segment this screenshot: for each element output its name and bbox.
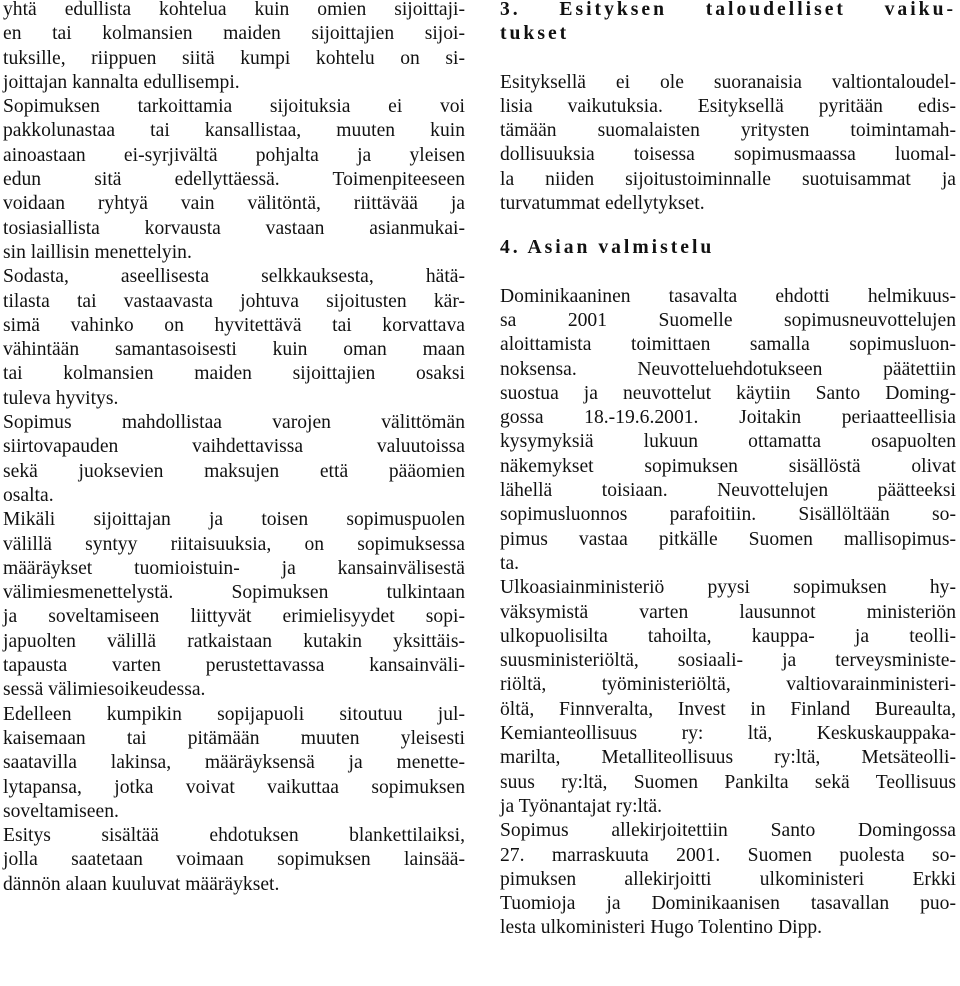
text-line: lesta ulkoministeri Hugo Tolentino Dipp. (500, 917, 823, 939)
text-line: edun sitä edellyttäessä. Toimenpiteeseen (3, 169, 465, 191)
text-line: joittajan kannalta edullisempi. (3, 71, 240, 93)
paragraph-statements (500, 576, 956, 819)
text-line: marilta, Metalliteollisuus ry:ltä, Metsäteolli- (500, 747, 956, 769)
text-line: Sopimus allekirjoitettiin Santo Domingossa (500, 820, 956, 842)
text-line: näkemykset sopimuksen sisällöstä olivat (500, 455, 956, 477)
text-line: ulkopuolisilta tahoilta, kauppa- ja teolli- (500, 625, 956, 647)
text-line: tapausta varten perustettavassa kansainväli- (3, 655, 465, 677)
paragraph-national-treatment (3, 0, 465, 95)
right-column (500, 0, 956, 941)
paragraph-publication (3, 703, 465, 824)
text-line: sessä välimiesoikeudessa. (3, 679, 206, 701)
text-line: Kemianteollisuus ry: ltä, Keskuskauppaka- (500, 723, 956, 745)
text-line: tilasta tai vastaavasta johtuva sijoitusten kär- (3, 290, 465, 312)
text-line: sekä juoksevien maksujen että pääomien (3, 460, 465, 482)
text-line: Edelleen kumpikin sopijapuoli sitoutuu jul- (3, 703, 465, 725)
text-line: Sopimuksen tarkoittamia sijoituksia ei voi (3, 96, 465, 118)
paragraph-expropriation (3, 95, 465, 265)
text-line: Tuomioja ja Dominikaanisen tasavallan puo- (500, 893, 956, 915)
paragraph-war-damage (3, 265, 465, 411)
text-line: gossa 18.-19.6.2001. Joitakin periaatteellisia (500, 407, 956, 429)
text-line: tai kolmansien maiden sijoittajien osaksi (3, 363, 465, 385)
text-line: kysymyksiä lukuun ottamatta osapuolten (500, 431, 956, 453)
section-3-heading (500, 0, 956, 47)
text-line: voidaan ryhtyä vain välitöntä, riittävää ja (3, 193, 465, 215)
text-line: ja soveltamiseen liittyvät erimielisyydet sopi- (3, 606, 465, 628)
spacer (500, 216, 956, 236)
text-line: sopimusluonnos parafoitiin. Sisällöltään so- (500, 504, 956, 526)
text-line: pakkolunastaa tai kansallistaa, muuten kuin (3, 120, 465, 142)
text-line: tämään suomalaisten yritysten toimintamah- (500, 120, 956, 142)
text-line: väksymistä varten lausunnot ministeriön (500, 601, 956, 623)
text-line: Dominikaaninen tasavalta ehdotti helmikuus- (500, 285, 956, 307)
spacer (500, 261, 956, 285)
text-line: Mikäli sijoittajan ja toisen sopimuspuolen (3, 509, 465, 531)
text-line: Esitys sisältää ehdotuksen blankettilaiksi, (3, 825, 465, 847)
text-line: osalta. (3, 484, 54, 506)
text-line: pimus vastaa pitkälle Suomen mallisopimus- (500, 528, 956, 550)
text-line: ainoastaan ei-syrjivältä pohjalta ja yleisen (3, 144, 465, 166)
left-column (3, 0, 465, 897)
paragraph-transfers (3, 411, 465, 508)
text-line: lisia vaikutuksia. Esityksellä pyritään edis- (500, 95, 956, 117)
text-line: ta. (500, 552, 520, 574)
text-line: noksensa. Neuvotteluehdotukseen päätettiin (500, 358, 956, 380)
text-line: dännön alaan kuuluvat määräykset. (3, 873, 280, 895)
text-line: siirtovapauden vaihdettavissa valuutoissa (3, 436, 465, 458)
text-line: turvatummat edellytykset. (500, 193, 705, 215)
text-line: välimiesmenettelystä. Sopimuksen tulkintaan (3, 582, 465, 604)
paragraph-blanket-law (3, 824, 465, 897)
text-line: vähintään samantasoisesti kuin oman maan (3, 339, 465, 361)
text-line: tuksille, riippuen siitä kumpi kohtelu on si- (3, 47, 465, 69)
paragraph-signing (500, 819, 956, 940)
text-line: jolla saatetaan voimaan sopimuksen lainsää- (3, 849, 465, 871)
section-heading-line: 3. Esityksen taloudelliset vaiku- (500, 0, 956, 20)
text-line: Sodasta, aseellisesta selkkauksesta, hätä- (3, 266, 465, 288)
text-line: tosiasiallista korvausta vastaan asianmukai- (3, 217, 465, 239)
text-line: lytapansa, jotka voivat vaikuttaa sopimuksen (3, 776, 465, 798)
text-line: suus ry:ltä, Suomen Pankilta sekä Teollisuus (500, 771, 956, 793)
text-line: sa 2001 Suomelle sopimusneuvottelujen (500, 309, 956, 331)
text-line: Esityksellä ei ole suoranaisia valtiontaloudel- (500, 71, 956, 93)
text-line: kaisemaan tai pitämään muuten yleisesti (3, 727, 465, 749)
text-line: suostua ja neuvottelut käytiin Santo Doming- (500, 382, 956, 404)
text-line: yhtä edullista kohtelua kuin omien sijoittaji- (3, 0, 465, 20)
section-heading-line: 4. Asian valmistelu (500, 237, 715, 259)
text-line: riöltä, työministeriöltä, valtiovarainministeri- (500, 674, 956, 696)
text-line: japuolten välillä ratkaistaan kutakin yksittäis- (3, 630, 465, 652)
text-line: aloittamista toimittaen samalla sopimusluon- (500, 334, 956, 356)
spacer (500, 47, 956, 71)
text-line: simä vahinko on hyvitettävä tai korvattava (3, 314, 465, 336)
text-line: ja Työnantajat ry:ltä. (500, 795, 663, 817)
text-line: dollisuuksia toisessa sopimusmaassa luomal- (500, 144, 956, 166)
text-line: Ulkoasiainministeriö pyysi sopimuksen hy- (500, 577, 956, 599)
text-line: öltä, Finnveralta, Invest in Finland Bureaulta, (500, 698, 956, 720)
text-line: lähellä toisiaan. Neuvottelujen päätteeksi (500, 480, 956, 502)
text-line: määräykset tuomioistuin- ja kansainvälisestä (3, 557, 465, 579)
text-line: soveltamiseen. (3, 800, 119, 822)
text-line: tuleva hyvitys. (3, 387, 119, 409)
paragraph-economic-effects (500, 71, 956, 217)
section-4-heading (500, 236, 956, 260)
text-line: Sopimus mahdollistaa varojen välittömän (3, 412, 465, 434)
text-line: välillä syntyy riitaisuuksia, on sopimuksessa (3, 533, 465, 555)
text-line: suusministeriöltä, sosiaali- ja terveysministe- (500, 650, 956, 672)
text-line: sin laillisin menettelyin. (3, 241, 192, 263)
text-line: pimuksen allekirjoitti ulkoministeri Erkki (500, 868, 956, 890)
text-line: 27. marraskuuta 2001. Suomen puolesta so- (500, 844, 956, 866)
section-heading-line: tukset (500, 23, 570, 45)
text-line: en tai kolmansien maiden sijoittajien sijoi- (3, 23, 465, 45)
text-line: la niiden sijoitustoiminnalle suotuisammat ja (500, 168, 956, 190)
text-line: saatavilla lakinsa, määräyksensä ja menette- (3, 752, 465, 774)
paragraph-negotiations (500, 285, 956, 577)
paragraph-disputes (3, 508, 465, 702)
